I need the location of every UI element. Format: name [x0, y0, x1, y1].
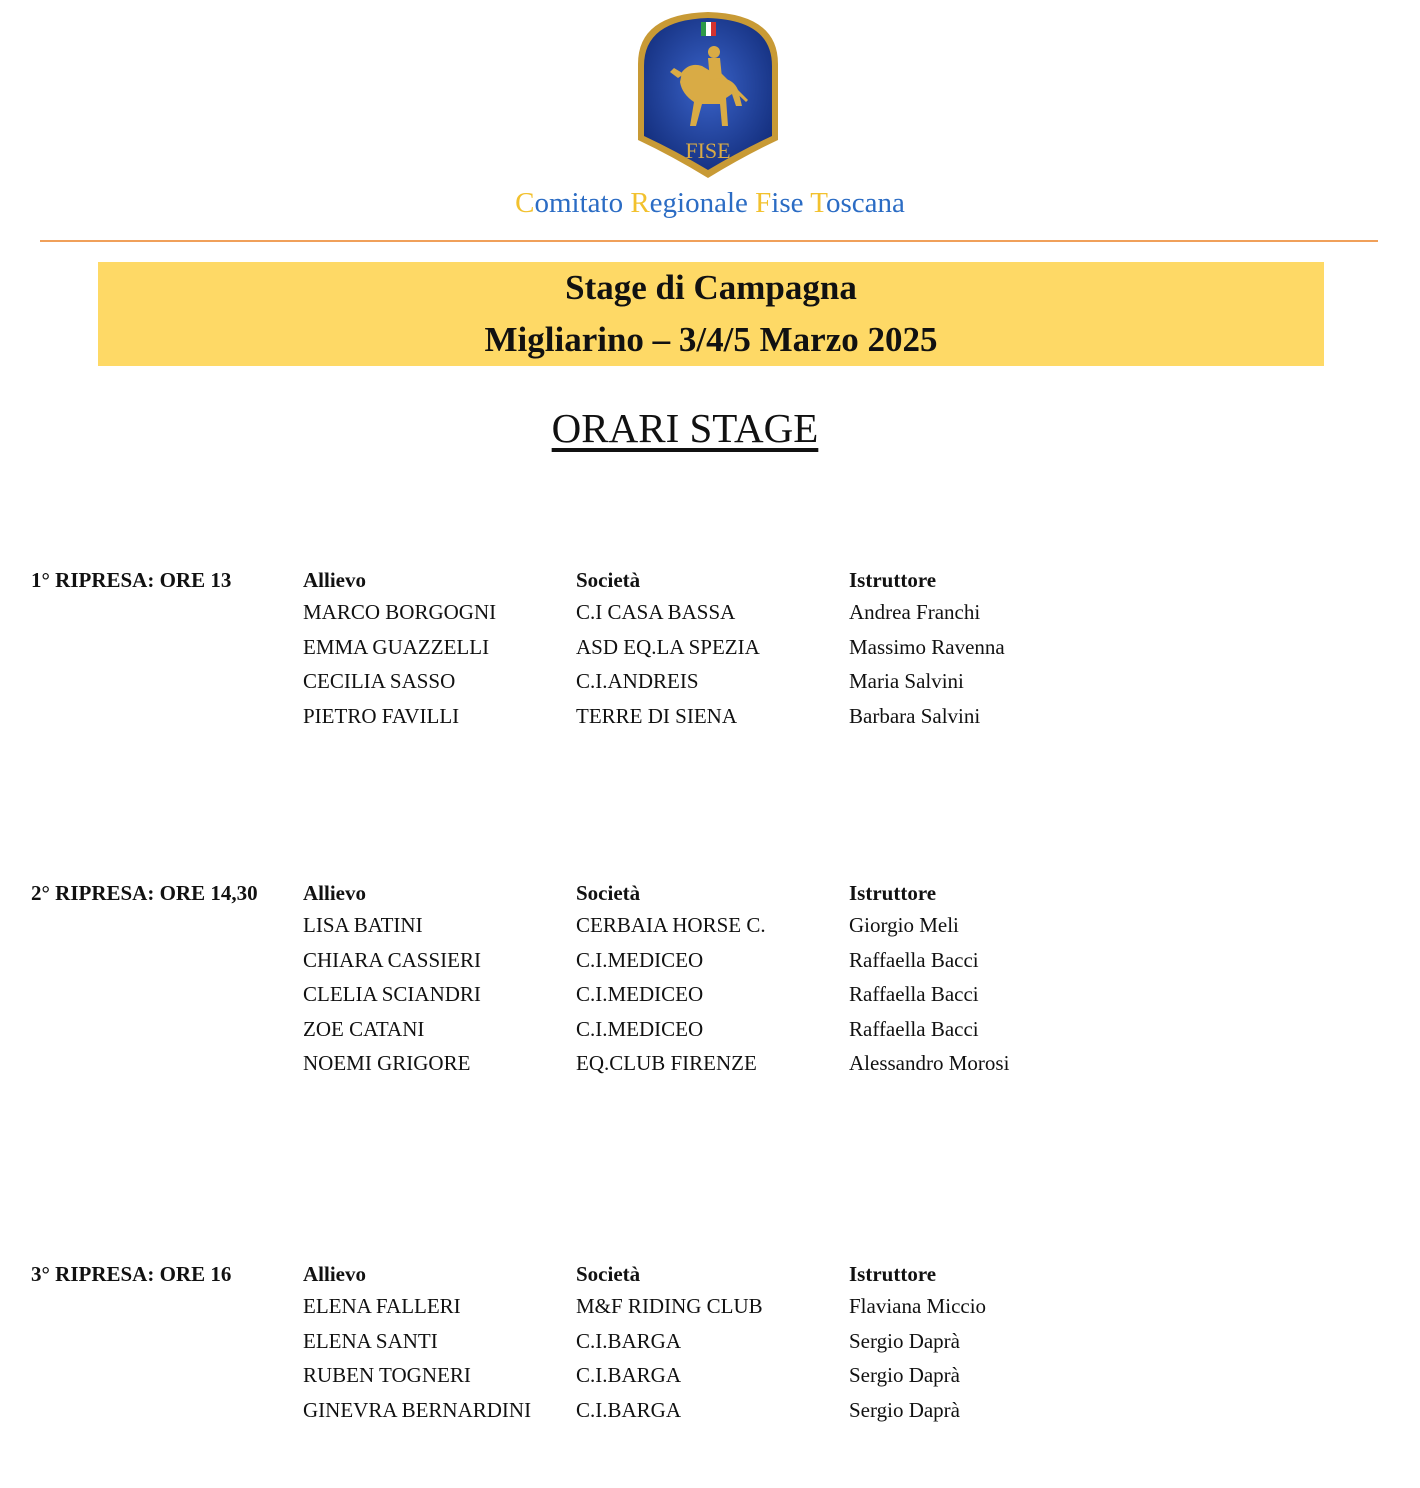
table-row: [0, 912, 1420, 947]
student-name: MARCO BORGOGNI: [303, 600, 497, 624]
table-row: [0, 599, 1420, 634]
column-header-club: Società: [576, 1262, 641, 1286]
column-header-student: Allievo: [303, 568, 366, 592]
session-label: 3° RIPRESA: ORE 16: [31, 1262, 232, 1286]
club-name: ASD EQ.LA SPEZIA: [576, 634, 760, 659]
club-name: CERBAIA HORSE C.: [576, 913, 766, 937]
club-name: C.I.ANDREIS: [576, 669, 699, 693]
student-name: ELENA SANTI: [303, 1328, 438, 1353]
page-title: ORARI STAGE: [551, 405, 819, 451]
student-name: EMMA GUAZZELLI: [303, 634, 490, 659]
column-header-instructor: Istruttore: [849, 881, 937, 905]
session-rows: [0, 912, 1420, 1085]
student-name: GINEVRA BERNARDINI: [303, 1397, 532, 1422]
session-rows: [0, 1293, 1420, 1431]
instructor-name: Alessandro Morosi: [849, 1051, 1010, 1075]
instructor-name: Sergio Daprà: [849, 1328, 960, 1353]
instructor-name: Andrea Franchi: [849, 600, 981, 624]
table-row: [0, 1328, 1420, 1363]
instructor-name: Maria Salvini: [849, 669, 964, 693]
table-row: [0, 1397, 1420, 1432]
instructor-name: Barbara Salvini: [849, 703, 981, 728]
org-name-word: Comitato: [515, 187, 631, 219]
instructor-name: Raffaella Bacci: [849, 947, 979, 972]
club-name: C.I.BARGA: [576, 1363, 682, 1387]
student-name: ELENA FALLERI: [303, 1294, 461, 1318]
club-name: C.I.MEDICEO: [576, 982, 704, 1006]
column-header-club: Società: [576, 881, 641, 905]
column-header-student: Allievo: [303, 1262, 366, 1286]
session-rows: [0, 599, 1420, 737]
event-banner: [98, 262, 1324, 366]
table-row: [0, 634, 1420, 669]
instructor-name: Sergio Daprà: [849, 1363, 960, 1387]
org-name: [0, 187, 1420, 220]
event-title: Stage di Campagna: [565, 268, 857, 307]
instructor-name: Raffaella Bacci: [849, 982, 979, 1006]
club-name: C.I.MEDICEO: [576, 1016, 704, 1041]
club-name: C.I.MEDICEO: [576, 947, 704, 972]
column-header-instructor: Istruttore: [849, 568, 937, 592]
header-divider: [40, 240, 1378, 242]
club-name: C.I.BARGA: [576, 1397, 682, 1422]
table-row: [0, 981, 1420, 1016]
table-row: [0, 1050, 1420, 1085]
table-row: [0, 1293, 1420, 1328]
club-name: C.I CASA BASSA: [576, 600, 736, 624]
table-row: [0, 1362, 1420, 1397]
instructor-name: Giorgio Meli: [849, 913, 959, 937]
student-name: CLELIA SCIANDRI: [303, 982, 481, 1006]
flag-red-icon: [711, 22, 716, 36]
club-name: C.I.BARGA: [576, 1328, 682, 1353]
club-name: M&F RIDING CLUB: [576, 1294, 763, 1318]
flag-green-icon: [701, 22, 706, 36]
instructor-name: Massimo Ravenna: [849, 634, 1005, 659]
column-header-student: Allievo: [303, 881, 366, 905]
table-row: [0, 1016, 1420, 1051]
table-row: [0, 947, 1420, 982]
club-name: TERRE DI SIENA: [576, 703, 737, 728]
event-location-date: Migliarino – 3/4/5 Marzo 2025: [484, 320, 938, 359]
student-name: CECILIA SASSO: [303, 669, 456, 693]
table-row: [0, 703, 1420, 738]
instructor-name: Sergio Daprà: [849, 1397, 960, 1422]
logo-label: FISE: [685, 138, 731, 163]
student-name: LISA BATINI: [303, 913, 423, 937]
org-name-word: Toscana: [810, 187, 905, 219]
session-label: 1° RIPRESA: ORE 13: [31, 568, 232, 592]
session-label: 2° RIPRESA: ORE 14,30: [31, 881, 258, 905]
student-name: NOEMI GRIGORE: [303, 1051, 471, 1075]
fise-logo: [630, 8, 786, 180]
student-name: CHIARA CASSIERI: [303, 947, 481, 972]
club-name: EQ.CLUB FIRENZE: [576, 1051, 757, 1075]
column-header-club: Società: [576, 568, 641, 592]
org-name-word: Regionale: [630, 187, 756, 219]
org-name-word: Fise: [755, 187, 811, 219]
table-row: [0, 668, 1420, 703]
student-name: RUBEN TOGNERI: [303, 1363, 471, 1387]
student-name: ZOE CATANI: [303, 1016, 425, 1041]
instructor-name: Raffaella Bacci: [849, 1016, 979, 1041]
column-header-instructor: Istruttore: [849, 1262, 937, 1286]
instructor-name: Flaviana Miccio: [849, 1294, 987, 1318]
student-name: PIETRO FAVILLI: [303, 703, 460, 728]
flag-white-icon: [706, 22, 711, 36]
